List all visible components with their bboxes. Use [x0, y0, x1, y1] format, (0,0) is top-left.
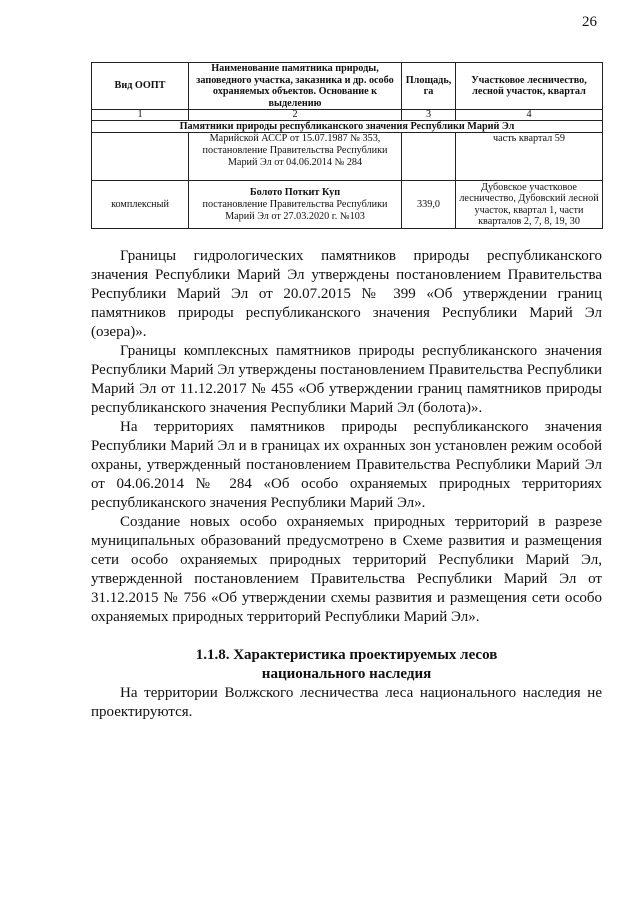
cell-type	[92, 133, 189, 181]
paragraph: Границы комплексных памятников природы республиканского значения Республики Марий Эл утверждены постановлением Правительства Республики Марий Эл от 11.12.2017 № 455 «Об утверждении границ памятников природы республиканского значения Республики Марий Эл (болота)».	[91, 343, 602, 416]
header-name: Наименование памятника природы, заповедного участка, заказника и др. особо охраняемых объектов. Основание к выделению	[189, 63, 402, 110]
cell-name-basis	[189, 133, 402, 181]
cell-object-name: Болото Поткит Куп	[249, 187, 341, 199]
header-location: Участковое лесничество, лесной участок, квартал	[456, 63, 603, 110]
cell-basis: Марийской АССР от 15.07.1987 № 353, постановление Правительства Республики Марий Эл от 04.06.2014 № 284	[202, 133, 388, 168]
cell-basis: постановление Правительства Республики Марий Эл от 27.03.2020 г. №103	[202, 199, 388, 222]
paragraph: На территориях памятников природы республиканского значения Республики Марий Эл и в границах их охранных зон установлен режим особой охраны, утвержденный постановлением Правительства Республики Марий Эл от 04.06.2014 № 284 «Об особо охраняемых природных территориях республиканского значения Республики Марий Эл».	[91, 419, 602, 511]
paragraph: Создание новых особо охраняемых природных территорий в разрезе муниципальных образований предусмотрено в Схеме развития и размещения сети особо охраняемых природных территорий Республики Марий Эл, утвержденной постановлением Правительства Республики Марий Эл от 31.12.2015 № 756 «Об утверждении схемы развития и размещения сети особо охраняемых природных территорий Республики Марий Эл».	[91, 514, 602, 625]
section-title: Памятники природы республиканского значения Республики Марий Эл	[92, 121, 603, 133]
cell-area	[402, 133, 456, 181]
column-number: 1	[92, 110, 189, 121]
paragraph: Границы гидрологических памятников природы республиканского значения Республики Марий Эл утверждены постановлением Правительства Республики Марий Эл от 20.07.2015 № 399 «Об утверждении границ памятников природы республиканского значения Республики Марий Эл (озера)».	[91, 248, 602, 340]
cell-name-basis	[189, 181, 402, 229]
page-number: 26	[582, 14, 597, 30]
column-number: 3	[402, 110, 456, 121]
table-row	[92, 181, 603, 229]
cell-location: Дубовское участковое лесничество, Дубовский лесной участок, квартал 1, части кварталов 2, 7, 8, 19, 30	[456, 181, 603, 229]
body-text	[91, 247, 602, 722]
table-row	[92, 133, 603, 181]
column-number-row	[92, 110, 603, 121]
oopt-table	[91, 62, 603, 229]
header-area: Площадь, га	[402, 63, 456, 110]
cell-area: 339,0	[402, 181, 456, 229]
section-heading-line: национального наследия	[261, 666, 432, 682]
column-number: 4	[456, 110, 603, 121]
table-header-row	[92, 63, 603, 110]
final-paragraph: На территории Волжского лесничества леса национального наследия не проектируются.	[91, 685, 602, 720]
section-heading-line: 1.1.8. Характеристика проектируемых лесов	[195, 647, 498, 663]
cell-location: часть квартал 59	[456, 133, 603, 181]
column-number: 2	[189, 110, 402, 121]
cell-type: комплексный	[92, 181, 189, 229]
header-type: Вид ООПТ	[92, 63, 189, 110]
section-heading	[91, 646, 602, 684]
section-row	[92, 121, 603, 133]
